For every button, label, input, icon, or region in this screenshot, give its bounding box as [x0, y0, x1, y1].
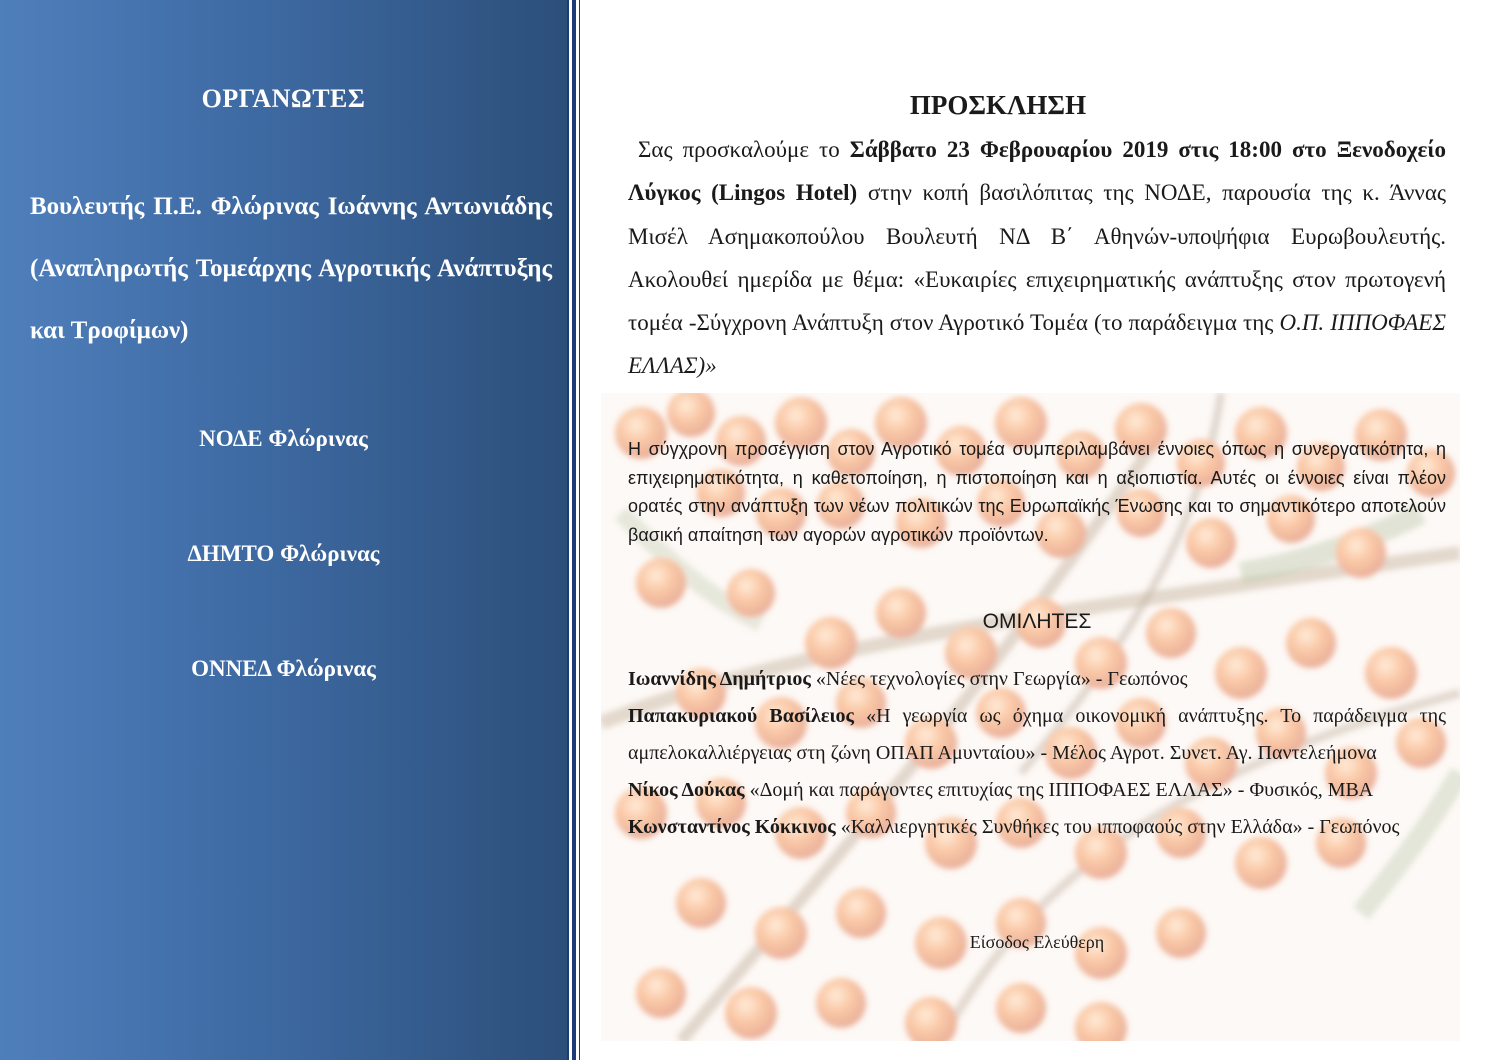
organizer-item: ΟΝΝΕΔ Φλώρινας	[191, 656, 376, 681]
speaker-name: Νίκος Δούκας	[628, 779, 745, 801]
speaker-name: Ιωαννίδης Δημήτριος	[628, 668, 811, 690]
speaker-talk: «Δομή και παράγοντες επιτυχίας της ΙΠΠΟΦΑΕΣ ΕΛΛΑΣ» - Φυσικός, ΜΒΑ	[744, 779, 1374, 801]
speaker-name: Κωνσταντίνος Κόκκινος	[628, 816, 836, 838]
speaker-item	[628, 698, 1446, 772]
intro-paragraph: Η σύγχρονη προσέγγιση στον Αγροτικό τομέα συμπεριλαμβάνει έννοιες όπως η συνεργατικότητα, η επιχειρηματικότητα, η καθετοποίηση, η πιστοποίηση και η αξιοπιστία. Αυτές οι έννοιες είναι πλέον ορατές στην ανάπτυξη των νέων πολιτικών της Ευρωπαϊκής Ένωσης και το σημαντικότερο αποτελούν βασική απαίτηση των αγορών αγροτικών προϊόντων.	[628, 439, 1446, 546]
invitation-title: ΠΡΟΣΚΛΗΣΗ	[909, 90, 1087, 120]
speaker-talk: «Καλλιεργητικές Συνθήκες του ιπποφαούς στην Ελλάδα» - Γεωπόνος	[835, 816, 1400, 838]
divider-line	[567, 0, 569, 1060]
divider-line	[579, 0, 580, 1060]
speaker-talk: «Η γεωργία ως όχημα οικονομική ανάπτυξης. Το παράδειγμα της αμπελοκαλλιέργειας στη ζώνη ΟΠΑΠ Αμυνταίου» - Μέλος Αγροτ. Συνετ. Αγ. Παντελεήμονα	[628, 705, 1446, 764]
divider-line	[572, 0, 576, 1060]
free-entry-note: Είσοδος Ελεύθερη	[969, 932, 1105, 952]
organizers-panel	[0, 0, 567, 1060]
organizer-item: ΝΟΔΕ Φλώρινας	[199, 426, 368, 451]
organizers-description: Βουλευτής Π.Ε. Φλώρινας Ιωάννης Αντωνιάδης (Αναπληρωτής Τομεάρχης Αγροτικής Ανάπτυξης και Τροφίμων)	[30, 193, 552, 344]
invitation-text: Σας προσκαλούμε το	[638, 137, 850, 162]
speaker-item	[628, 809, 1446, 846]
speakers-list	[628, 661, 1446, 846]
speaker-item	[628, 661, 1446, 698]
speaker-name: Παπακυριακού Βασίλειος	[628, 705, 854, 727]
organizer-item: ΔΗΜΤΟ Φλώρινας	[187, 541, 380, 566]
invitation-date-location: Σάββατο 23 Φεβρουαρίου 2019 στις 18:00 στο Ξενοδοχείο Λύγκος (Lingos Hotel)	[628, 137, 1446, 206]
speaker-talk: «Νέες τεχνολογίες στην Γεωργία» - Γεωπόνος	[810, 668, 1188, 690]
speaker-item	[628, 772, 1446, 809]
invitation-organization: Ο.Π. ΙΠΠΟΦΑΕΣ ΕΛΛΑΣ)»	[628, 310, 1446, 379]
invitation-paragraph	[628, 128, 1446, 388]
speakers-title: ΟΜΙΛΗΤΕΣ	[982, 610, 1092, 633]
invitation-text: στην κοπή βασιλόπιτας της ΝΟΔΕ, παρουσία της κ. Άννας Μισέλ Ασημακοπούλου Βουλευτή ΝΔ Β΄ Αθηνών-υποψήφια Ευρωβουλευτής. Ακολουθεί ημερίδα με θέμα: «Ευκαιρίες επιχειρηματικής ανάπτυξης στον πρωτογενή τομέα -Σύγχρονη Ανάπτυξη στον Αγροτικό Τομέα (το παράδειγμα της	[628, 180, 1446, 336]
organizers-title: ΟΡΓΑΝΩΤΕΣ	[201, 84, 366, 113]
